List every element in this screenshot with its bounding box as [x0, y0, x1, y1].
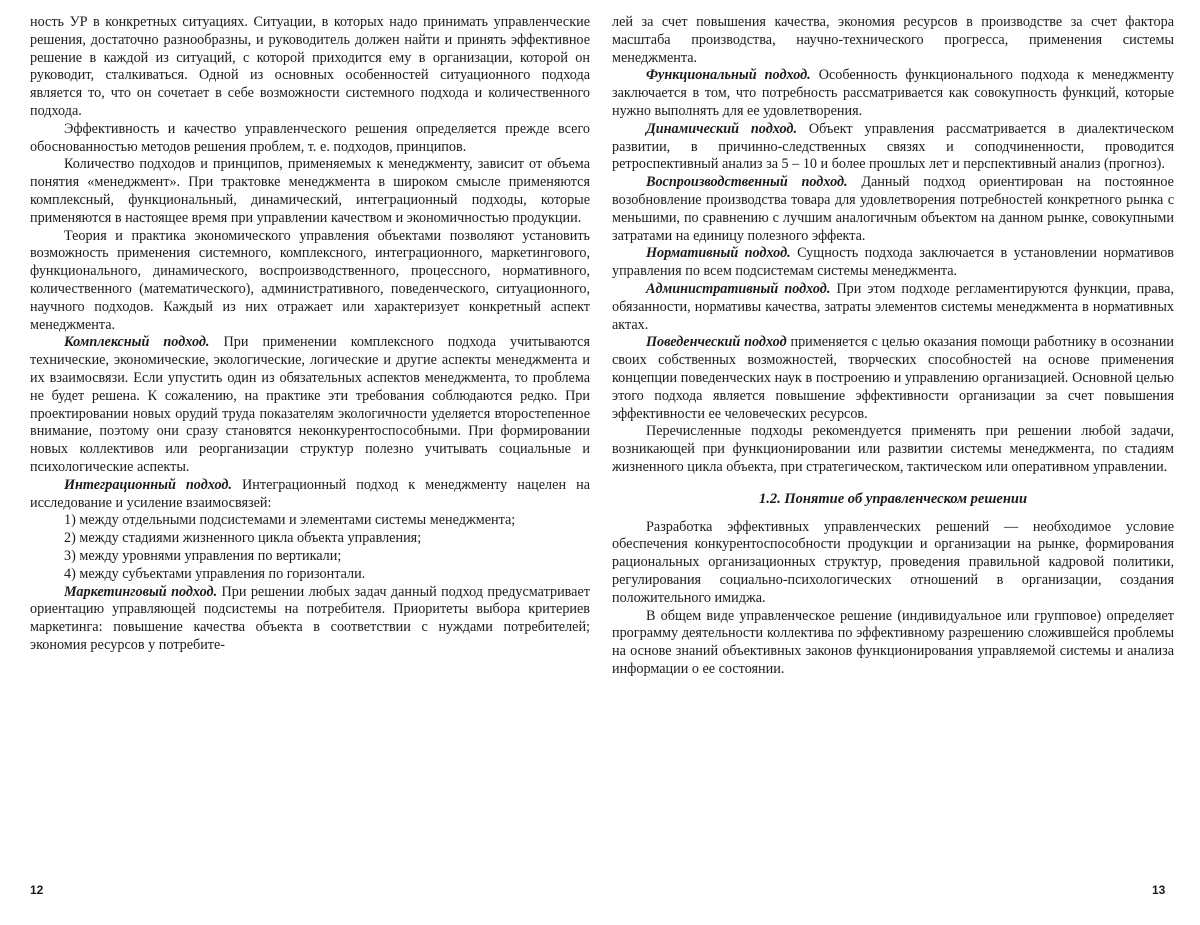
- term-dynamic-approach: Динамический подход.: [646, 120, 797, 137]
- paragraph-body: При решении любых задач данный подход предусматривает ориентацию управляющей подсистемы на потребителя. Приоритеты выбора критериев маркетинга: повышение качества объекта в соответствии с нуждами потребителей; экономия ресурсов у потребите-: [30, 583, 590, 653]
- term-behavioral-approach: Поведенческий подход: [646, 334, 787, 351]
- right-paragraph-functional: [612, 67, 1174, 120]
- right-paragraph-reproduction: [612, 174, 1174, 245]
- right-page: [612, 14, 1174, 679]
- term-functional-approach: Функциональный подход.: [646, 67, 811, 84]
- paragraph-body: Интеграционный подход к менеджменту нацелен на исследование и усиление взаимосвязей:: [30, 476, 590, 511]
- paragraph-body: При этом подходе регламентируются функции, права, обязанности, нормативы качества, затраты элементов системы менеджмента в нормативных актах.: [612, 280, 1174, 333]
- right-paragraph-general: В общем виде управленческое решение (индивидуальное или групповое) определяет программу деятельности коллектива по эффективному разрешению сложившейся проблемы на основе знаний объективных законов функционирования управляемой системы и анализа информации о ее состоянии.: [612, 607, 1174, 677]
- right-paragraph-dynamic: [612, 121, 1174, 174]
- right-paragraph-1: лей за счет повышения качества, экономия ресурсов в производстве за счет фактора масштаба производства, научно-технического прогресса, применения системы менеджмента.: [612, 14, 1174, 66]
- page-number-left: 12: [30, 883, 44, 897]
- paragraph-body: При применении комплексного подхода учитываются технические, экономические, экологические, логические и другие аспекты менеджмента и их взаимосвязи. Если упустить один из обязательных аспектов менеджмента, то проблема не будет решена. К сожалению, на практике эти требования соблюдаются редко. При проектировании новых орудий труда показателям экологичности уделяется второстепенное внимание, поэтому они сразу становятся неконкурентоспособными. При формировании новых коллективов или реорганизации структур полезно учитывать социальные и психологические аспекты.: [30, 334, 590, 475]
- right-paragraph-development: Разработка эффективных управленческих решений — необходимое условие обеспечения конкурентоспособности продукции и организации на рынке, формирования рациональных организационных структур, проведения правильной кадровой политики, регулирования социально-психологических отношений в организации, создания положительного имиджа.: [612, 518, 1174, 606]
- left-paragraph-integration: [30, 477, 590, 513]
- left-paragraph-3: Количество подходов и принципов, применяемых к менеджменту, зависит от объема понятия «менеджмент». При трактовке менеджмента в широком смысле применяются комплексный, функциональный, динамический, интеграционный подходы, которые применяются в настоящее время при управлении качеством и экономичностью продукции.: [30, 156, 590, 226]
- right-paragraph-summary: Перечисленные подходы рекомендуется применять при решении любой задачи, возникающей при функционировании или развитии системы менеджмента, по стадиям жизненного цикла объекта, при стратегическом, тактическом или оперативном управлении.: [612, 423, 1174, 475]
- left-paragraph-complex: [30, 334, 590, 476]
- list-item-3: 3) между уровнями управления по вертикали;: [64, 547, 342, 564]
- left-paragraph-1: ность УР в конкретных ситуациях. Ситуации, в которых надо принимать управленческие решения, достаточно разнообразны, и руководитель должен найти и принять эффективное решение в каждой из ситуаций, с которой приходится ему в организации, которой он руководит, сталкиваться. Одной из основных особенностей ситуационного подхода является то, что он сочетает в себе возможности системного подхода и количественного подхода.: [30, 14, 590, 119]
- right-paragraph-administrative: [612, 281, 1174, 334]
- paragraph-body: Данный подход ориентирован на постоянное возобновление производства товара для удовлетворения потребностей конкретного рынка с меньшими, по сравнению с лучшим аналогичным объектом на данном рынке, совокупными затратами на единицу полезного эффекта.: [612, 174, 1174, 244]
- paragraph-body: Сущность подхода заключается в установлении нормативов управления по всем подсистемам системы менеджмента.: [612, 245, 1174, 280]
- right-paragraph-behavioral: [612, 334, 1174, 423]
- term-integration-approach: Интеграционный подход.: [64, 476, 232, 493]
- list-item-1: 1) между отдельными подсистемами и элементами системы менеджмента;: [64, 512, 516, 529]
- page-number-right: 13: [1152, 883, 1166, 897]
- left-paragraph-marketing: [30, 584, 590, 655]
- left-paragraph-2: Эффективность и качество управленческого решения определяется прежде всего обоснованностью методов решения проблем, т. е. подходов, принципов.: [30, 120, 590, 155]
- left-page: [30, 14, 590, 655]
- term-complex-approach: Комплексный подход.: [64, 334, 210, 351]
- paragraph-body: применяется с целью оказания помощи работнику в осознании своих собственных возможностей, творческих способностей на основе применения концепции поведенческих наук в построению и управлению организацией. Основной целью этого подхода является повышение эффективности организации за счет повышения эффективности ее человеческих ресурсов.: [612, 334, 1175, 422]
- term-normative-approach: Нормативный подход.: [646, 245, 791, 262]
- term-marketing-approach: Маркетинговый подход.: [64, 583, 218, 600]
- list-item-4: 4) между субъектами управления по горизонтали.: [64, 565, 366, 582]
- paragraph-body: Объект управления рассматривается в диалектическом развитии, в причинно-следственных связях и соподчиненности, проводится ретроспективный анализ за 5 – 10 и более прошлых лет и перспективный анализ (прогноз).: [612, 120, 1174, 173]
- left-paragraph-4: Теория и практика экономического управления объектами позволяют установить возможность применения системного, комплексного, интеграционного, маркетингового, функционального, динамического, воспроизводственного, процессного, нормативного, количественного (математического), административного, поведенческого, ситуационного, научного подходов. Каждый из них отражает или характеризует конкретный аспект менеджмента.: [30, 227, 590, 333]
- list-item-2: 2) между стадиями жизненного цикла объекта управления;: [64, 530, 422, 547]
- paragraph-body: Особенность функционального подхода к менеджменту заключается в том, что потребность рассматривается как совокупность функций, которые нужно выполнять для ее удовлетворения.: [612, 67, 1174, 119]
- term-reproduction-approach: Воспроизводственный подход.: [646, 174, 848, 191]
- right-paragraph-normative: [612, 245, 1174, 281]
- section-heading: 1.2. Понятие об управленческом решении: [758, 490, 1028, 507]
- term-administrative-approach: Административный подход.: [646, 280, 831, 297]
